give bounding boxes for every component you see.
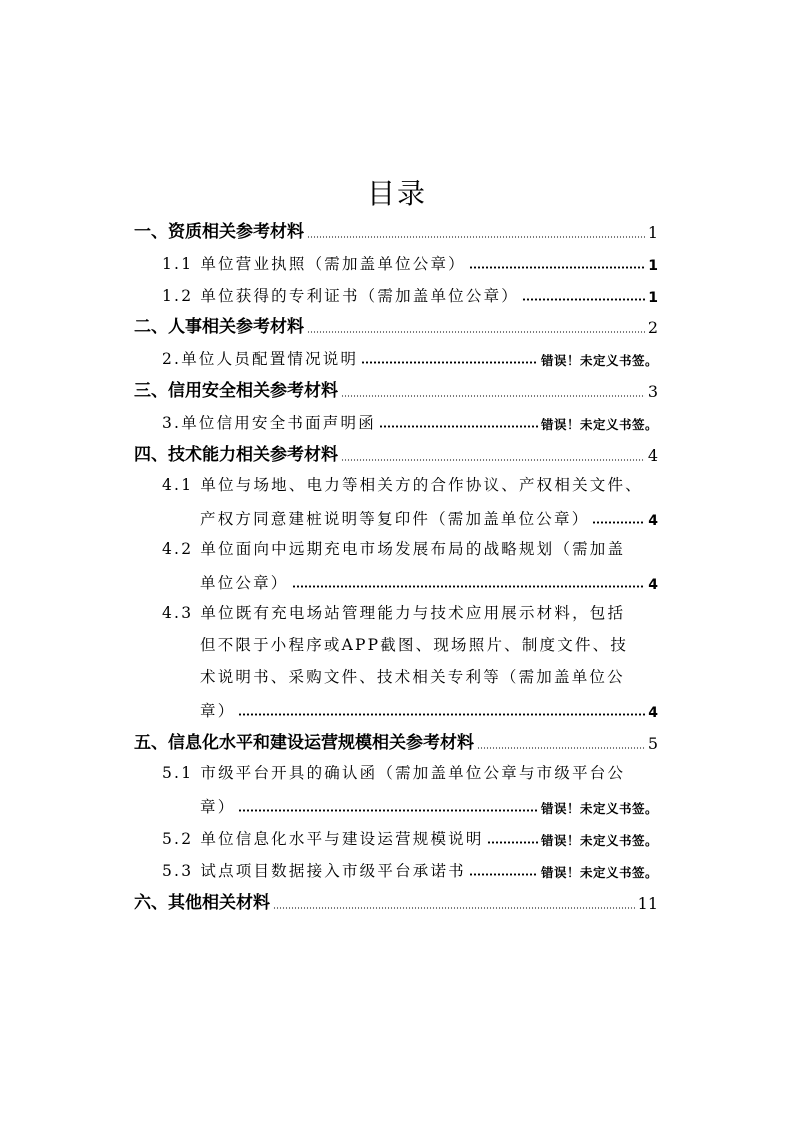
page-title: 目录	[366, 177, 427, 210]
toc-entry-4-3-line-3[interactable]: 术说明书、采购文件、技术相关专利等（需加盖单位公	[200, 668, 625, 686]
dot-leader	[292, 585, 646, 588]
toc-entry-5-3[interactable]	[162, 857, 658, 881]
toc-error-text: 错误！未定义书签。	[540, 833, 658, 848]
toc-error-text: 错误！未定义书签。	[540, 417, 658, 432]
dot-leader	[238, 713, 645, 716]
toc-entry-4-2-line-1[interactable]: 4.2 单位面向中远期充电市场发展布局的战略规划（需加盖	[162, 540, 626, 558]
dot-leader	[307, 331, 645, 333]
toc-entry-label: 1.1 单位营业执照（需加盖单位公章）	[162, 255, 466, 273]
toc-entry-label: 章）	[200, 702, 236, 720]
toc-page-number: 3	[647, 382, 658, 401]
dot-leader	[522, 298, 645, 301]
toc-entry-4-1[interactable]	[200, 505, 658, 529]
toc-entry-label: 5.3 试点项目数据接入市级平台承诺书	[162, 862, 466, 880]
dot-leader	[307, 236, 645, 238]
toc-entry-1-1[interactable]	[162, 250, 658, 274]
dot-leader	[379, 425, 538, 428]
dot-leader	[361, 361, 538, 364]
dot-leader	[273, 907, 635, 909]
toc-page-number: 11	[637, 894, 658, 913]
toc-entry-label: 六、其他相关材料	[134, 893, 270, 913]
toc-entry-section-2[interactable]	[134, 313, 658, 337]
toc-entry-label: 二、人事相关参考材料	[134, 317, 304, 337]
toc-page-number: 1	[647, 223, 658, 242]
dot-leader	[341, 459, 645, 461]
toc-entry-4-1-line-1[interactable]: 4.1 单位与场地、电力等相关方的合作协议、产权相关文件、	[162, 476, 643, 494]
toc-page-number: 4	[648, 513, 658, 529]
toc-page-number: 4	[648, 705, 658, 721]
dot-leader	[469, 873, 538, 876]
toc-entry-label: 2.单位人员配置情况说明	[162, 350, 359, 368]
toc-entry-label: 3.单位信用安全书面声明函	[162, 414, 376, 432]
toc-entry-section-3[interactable]	[134, 377, 658, 401]
dot-leader	[341, 395, 645, 397]
toc-entry-5-2[interactable]	[162, 825, 658, 849]
toc-entry-label: 5.2 单位信息化水平与建设运营规模说明	[162, 830, 484, 848]
toc-error-text: 错误！未定义书签。	[540, 353, 658, 368]
toc-entry-label: 章）	[200, 798, 236, 816]
dot-leader	[238, 809, 538, 812]
dot-leader	[477, 747, 645, 749]
toc-entry-label: 产权方同意建桩说明等复印件（需加盖单位公章）	[200, 510, 590, 528]
toc-entry-label: 一、资质相关参考材料	[134, 222, 304, 242]
toc-entry-4-2[interactable]	[200, 569, 658, 593]
toc-entry-4-3-line-1[interactable]: 4.3 单位既有充电场站管理能力与技术应用展示材料，包括	[162, 604, 626, 622]
dot-leader	[487, 841, 538, 844]
toc-entry-1-2[interactable]	[162, 282, 658, 306]
toc-entry-section-1[interactable]	[134, 218, 658, 242]
toc-page-number: 5	[647, 734, 658, 753]
toc-entry-label: 单位公章）	[200, 574, 289, 592]
toc-entry-2[interactable]	[162, 345, 658, 369]
toc-entry-5-1[interactable]	[200, 793, 658, 817]
dot-leader	[592, 521, 645, 524]
toc-entry-label: 五、信息化水平和建设运营规模相关参考材料	[134, 733, 474, 753]
toc-entry-4-3[interactable]	[200, 697, 658, 721]
toc-entry-5-1-line-1[interactable]: 5.1 市级平台开具的确认函（需加盖单位公章与市级平台公	[162, 764, 626, 782]
toc-entry-label: 三、信用安全相关参考材料	[134, 381, 338, 401]
toc-page-number: 4	[647, 446, 658, 465]
toc-page-number: 1	[648, 290, 658, 306]
toc-entry-label: 1.2 单位获得的专利证书（需加盖单位公章）	[162, 287, 519, 305]
dot-leader	[469, 266, 645, 269]
toc-page-number: 4	[648, 577, 658, 593]
toc-entry-3[interactable]	[162, 409, 658, 433]
toc-entry-4-3-line-2[interactable]: 但不限于小程序或APP截图、现场照片、制度文件、技	[200, 636, 629, 654]
toc-entry-section-4[interactable]	[134, 441, 658, 465]
toc-error-text: 错误！未定义书签。	[540, 865, 658, 880]
toc-entry-section-6[interactable]	[134, 889, 658, 913]
toc-page-number: 1	[648, 258, 658, 274]
toc-error-text: 错误！未定义书签。	[540, 801, 658, 816]
toc-entry-label: 四、技术能力相关参考材料	[134, 445, 338, 465]
toc-entry-section-5[interactable]	[134, 729, 658, 753]
toc-page-number: 2	[647, 318, 658, 337]
